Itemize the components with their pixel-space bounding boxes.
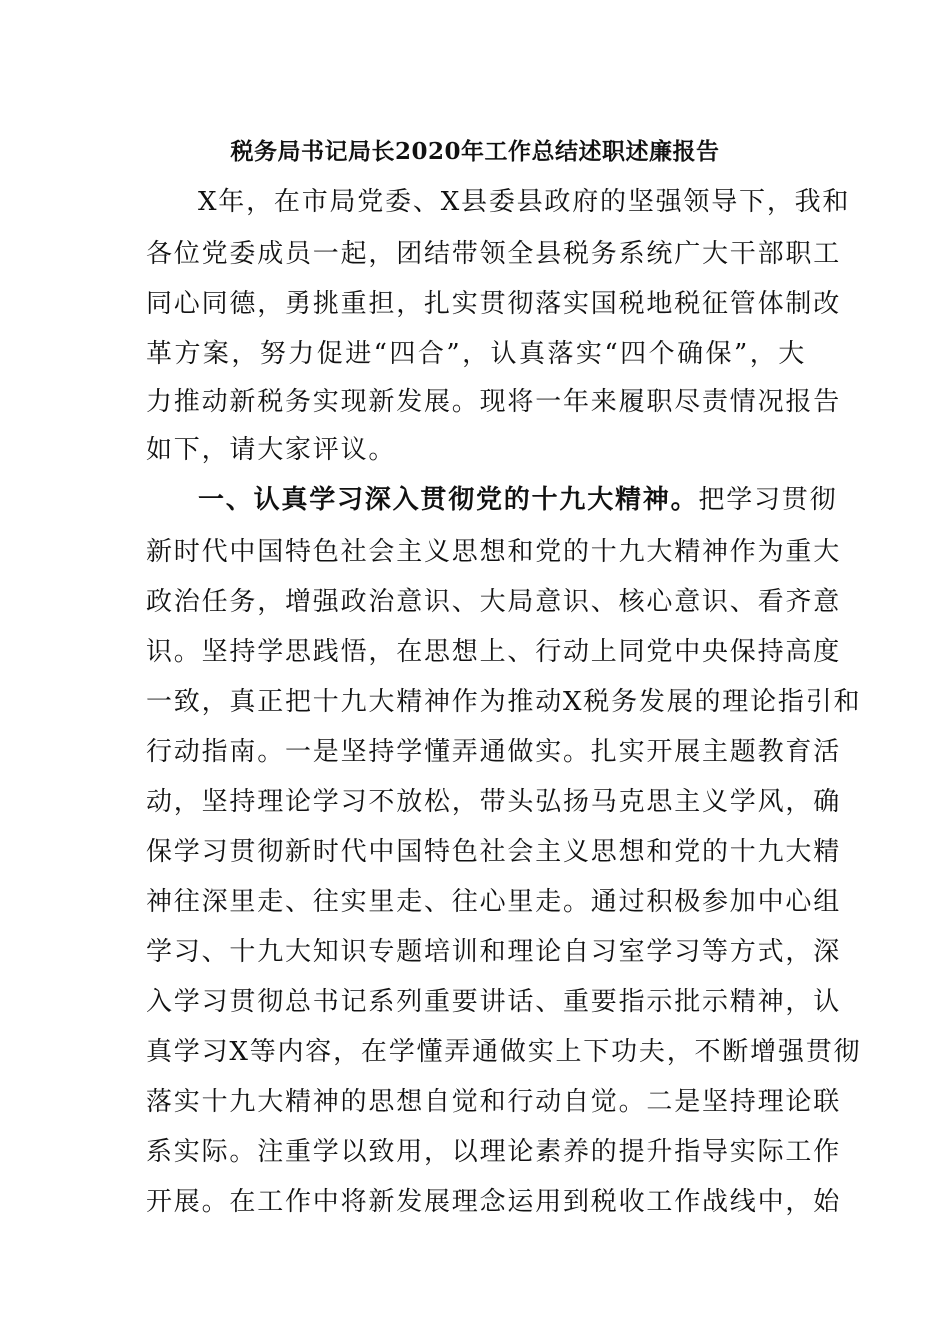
section-heading: 一、认真学习深入贯彻党的十九大精神。 [198, 485, 699, 515]
paragraph-line: 保学习贯彻新时代中国特色社会主义思想和党的十九大精 [146, 837, 842, 867]
paragraph-line: 同心同德，勇挑重担，扎实贯彻落实国税地税征管体制改 [146, 289, 842, 319]
paragraph-line: 学习、十九大知识专题培训和理论自习室学习等方式，深 [146, 937, 842, 967]
section-heading-continuation: 把学习贯彻 [698, 485, 838, 515]
paragraph-line: 落实十九大精神的思想自觉和行动自觉。二是坚持理论联 [146, 1087, 842, 1117]
paragraph-line: 开展。在工作中将新发展理念运用到税收工作战线中，始 [146, 1187, 842, 1217]
paragraph-line: 力推动新税务实现新发展。现将一年来履职尽责情况报告 [146, 387, 842, 417]
paragraph-line: X年，在市局党委、X县委县政府的坚强领导下，我和 [198, 187, 851, 217]
paragraph-line: 动，坚持理论学习不放松，带头弘扬马克思主义学风，确 [146, 787, 842, 817]
paragraph-line: 各位党委成员一起，团结带领全县税务系统广大干部职工 [146, 239, 842, 269]
paragraph-line: 革方案，努力促进“四合”，认真落实“四个确保”，大 [146, 339, 806, 369]
paragraph-line: 入学习贯彻总书记系列重要讲话、重要指示批示精神，认 [146, 987, 842, 1017]
document-title: 税务局书记局长2020年工作总结述职述廉报告 [230, 138, 720, 165]
paragraph-line: 系实际。注重学以致用，以理论素养的提升指导实际工作 [146, 1137, 842, 1167]
paragraph-line: 新时代中国特色社会主义思想和党的十九大精神作为重大 [146, 537, 842, 567]
paragraph-line: 真学习X等内容，在学懂弄通做实上下功夫，不断增强贯彻 [146, 1037, 862, 1067]
paragraph-line: 神往深里走、往实里走、往心里走。通过积极参加中心组 [146, 887, 842, 917]
paragraph-line: 识。坚持学思践悟，在思想上、行动上同党中央保持高度 [146, 637, 842, 667]
paragraph-line: 如下，请大家评议。 [146, 435, 397, 465]
paragraph-line: 一致，真正把十九大精神作为推动X税务发展的理论指引和 [146, 687, 862, 717]
paragraph-line: 行动指南。一是坚持学懂弄通做实。扎实开展主题教育活 [146, 737, 842, 767]
section-heading-line [198, 482, 838, 518]
paragraph-line: 政治任务，增强政治意识、大局意识、核心意识、看齐意 [146, 587, 842, 617]
